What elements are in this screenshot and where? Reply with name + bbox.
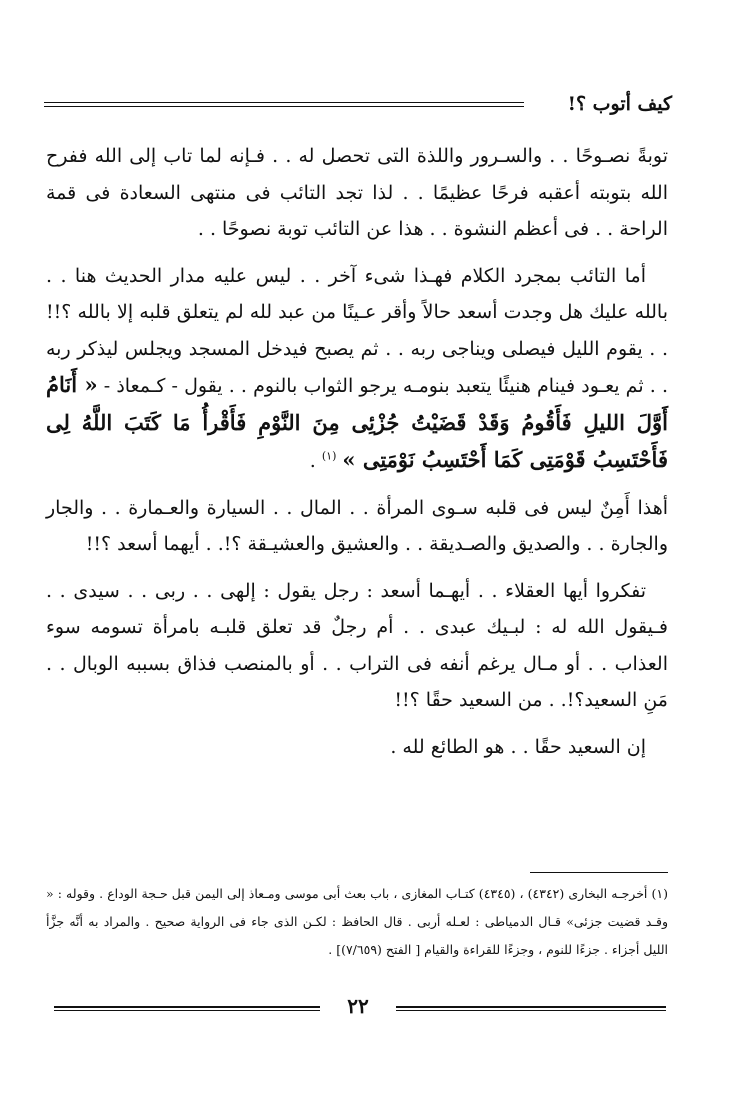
page-number: ٢٢ [347, 994, 369, 1018]
paragraph-4: تفكروا أيها العقلاء . . أيهـما أسعد : رجل يقول : إلهى . . ربى . . سيدى . . فـيقول الله له : لبـيك عبدى . . أم رجلٌ قد تعلق قلبـه بامرأة تسومه سوء العذاب . . أو مـال يرغم أنفه فى التراب . . أو بالمنصب فذاق بسببه الوبال . . مَنِ السعيد؟!. . من السعيد حقًا ؟!! [46, 579, 668, 711]
footer-rule-right [396, 1006, 666, 1011]
hadith-quote: « أَنَامُ أَوَّلَ الليلِ فَأَقُومُ وَقَدْ قَضَيْتُ جُزْئِى مِنَ النَّوْمِ فَأَقْرأُ مَا كَتَبَ اللَّهُ لِى فَأَحْتَسِبُ قَوْمَتِى كَمَا أَحْتَسِبُ نَوْمَتِى » [46, 372, 668, 472]
paragraph-5: إن السعيد حقًا . . هو الطائع لله . [390, 735, 646, 758]
quote-tail: . [309, 450, 316, 472]
running-header [44, 92, 672, 116]
paragraph-2 [46, 258, 668, 480]
footnotes [46, 880, 668, 964]
paragraph-3: أهذا أَمِنٌ ليس فى قلبه سـوى المرأة . . المال . . السيارة والعـمارة . . والجار والجارة . . والصديق والصـديقة . . والعشيق والعشيـقة ؟!. . أيهما أسعد ؟!! [46, 496, 668, 555]
main-text [46, 138, 668, 775]
paragraph-2-text: أما التائب بمجرد الكلام فهـذا شىء آخر . . ليس عليه مدار الحديث هنا . . بالله عليك هل وجدت أسعد حالاً وأقر عـينًا من عبد لله لم يتعلق قلبه إلا بالله ؟!! . . يقوم الليل فيصلى ويناجى ربه . . ثم يصبح فيدخل المسجد ويجلس ليذكر ربه . . ثم يعـود فينام هنيئًا يتعبد بنومـه يرجو الثواب بالنوم . . يقول - كـمعاذ - [46, 264, 668, 397]
footnote-divider [530, 872, 668, 873]
footnote-1: (١) أخرجـه البخارى (٤٣٤٢) ، (٤٣٤٥) كتـاب المغازى ، باب بعث أبى موسى ومـعاذ إلى اليمن قبل حـجة الوداع . وقوله : « وقـد قضيت جزئى» قـال الدمياطى : لعـله أربى . قال الحافظ : لكـن الذى جاء فى الرواية صحيح . والمراد به أنَّه جزَّأ الليل أجزاء . جزءًا للنوم ، وجزءًا للقراءة والقيام [ الفتح (٧/٦٥٩)] . [46, 886, 668, 957]
header-title: كيف أتوب ؟! [567, 93, 672, 115]
footer-rule-left [54, 1006, 320, 1011]
header-rule [44, 102, 524, 107]
paragraph-1: توبةً نصـوحًا . . والسـرور واللذة التى تحصل له . . فـإنه لما تاب إلى الله ففرح الله بتوبته أعقبه فرحًا عظيمًا . . لذا تجد التائب فى منتهى السعادة فى قمة الراحة . . فى أعظم النشوة . . هذا عن التائب توبة نصوحًا . . [46, 145, 668, 240]
footnote-reference: (١) [321, 449, 337, 463]
